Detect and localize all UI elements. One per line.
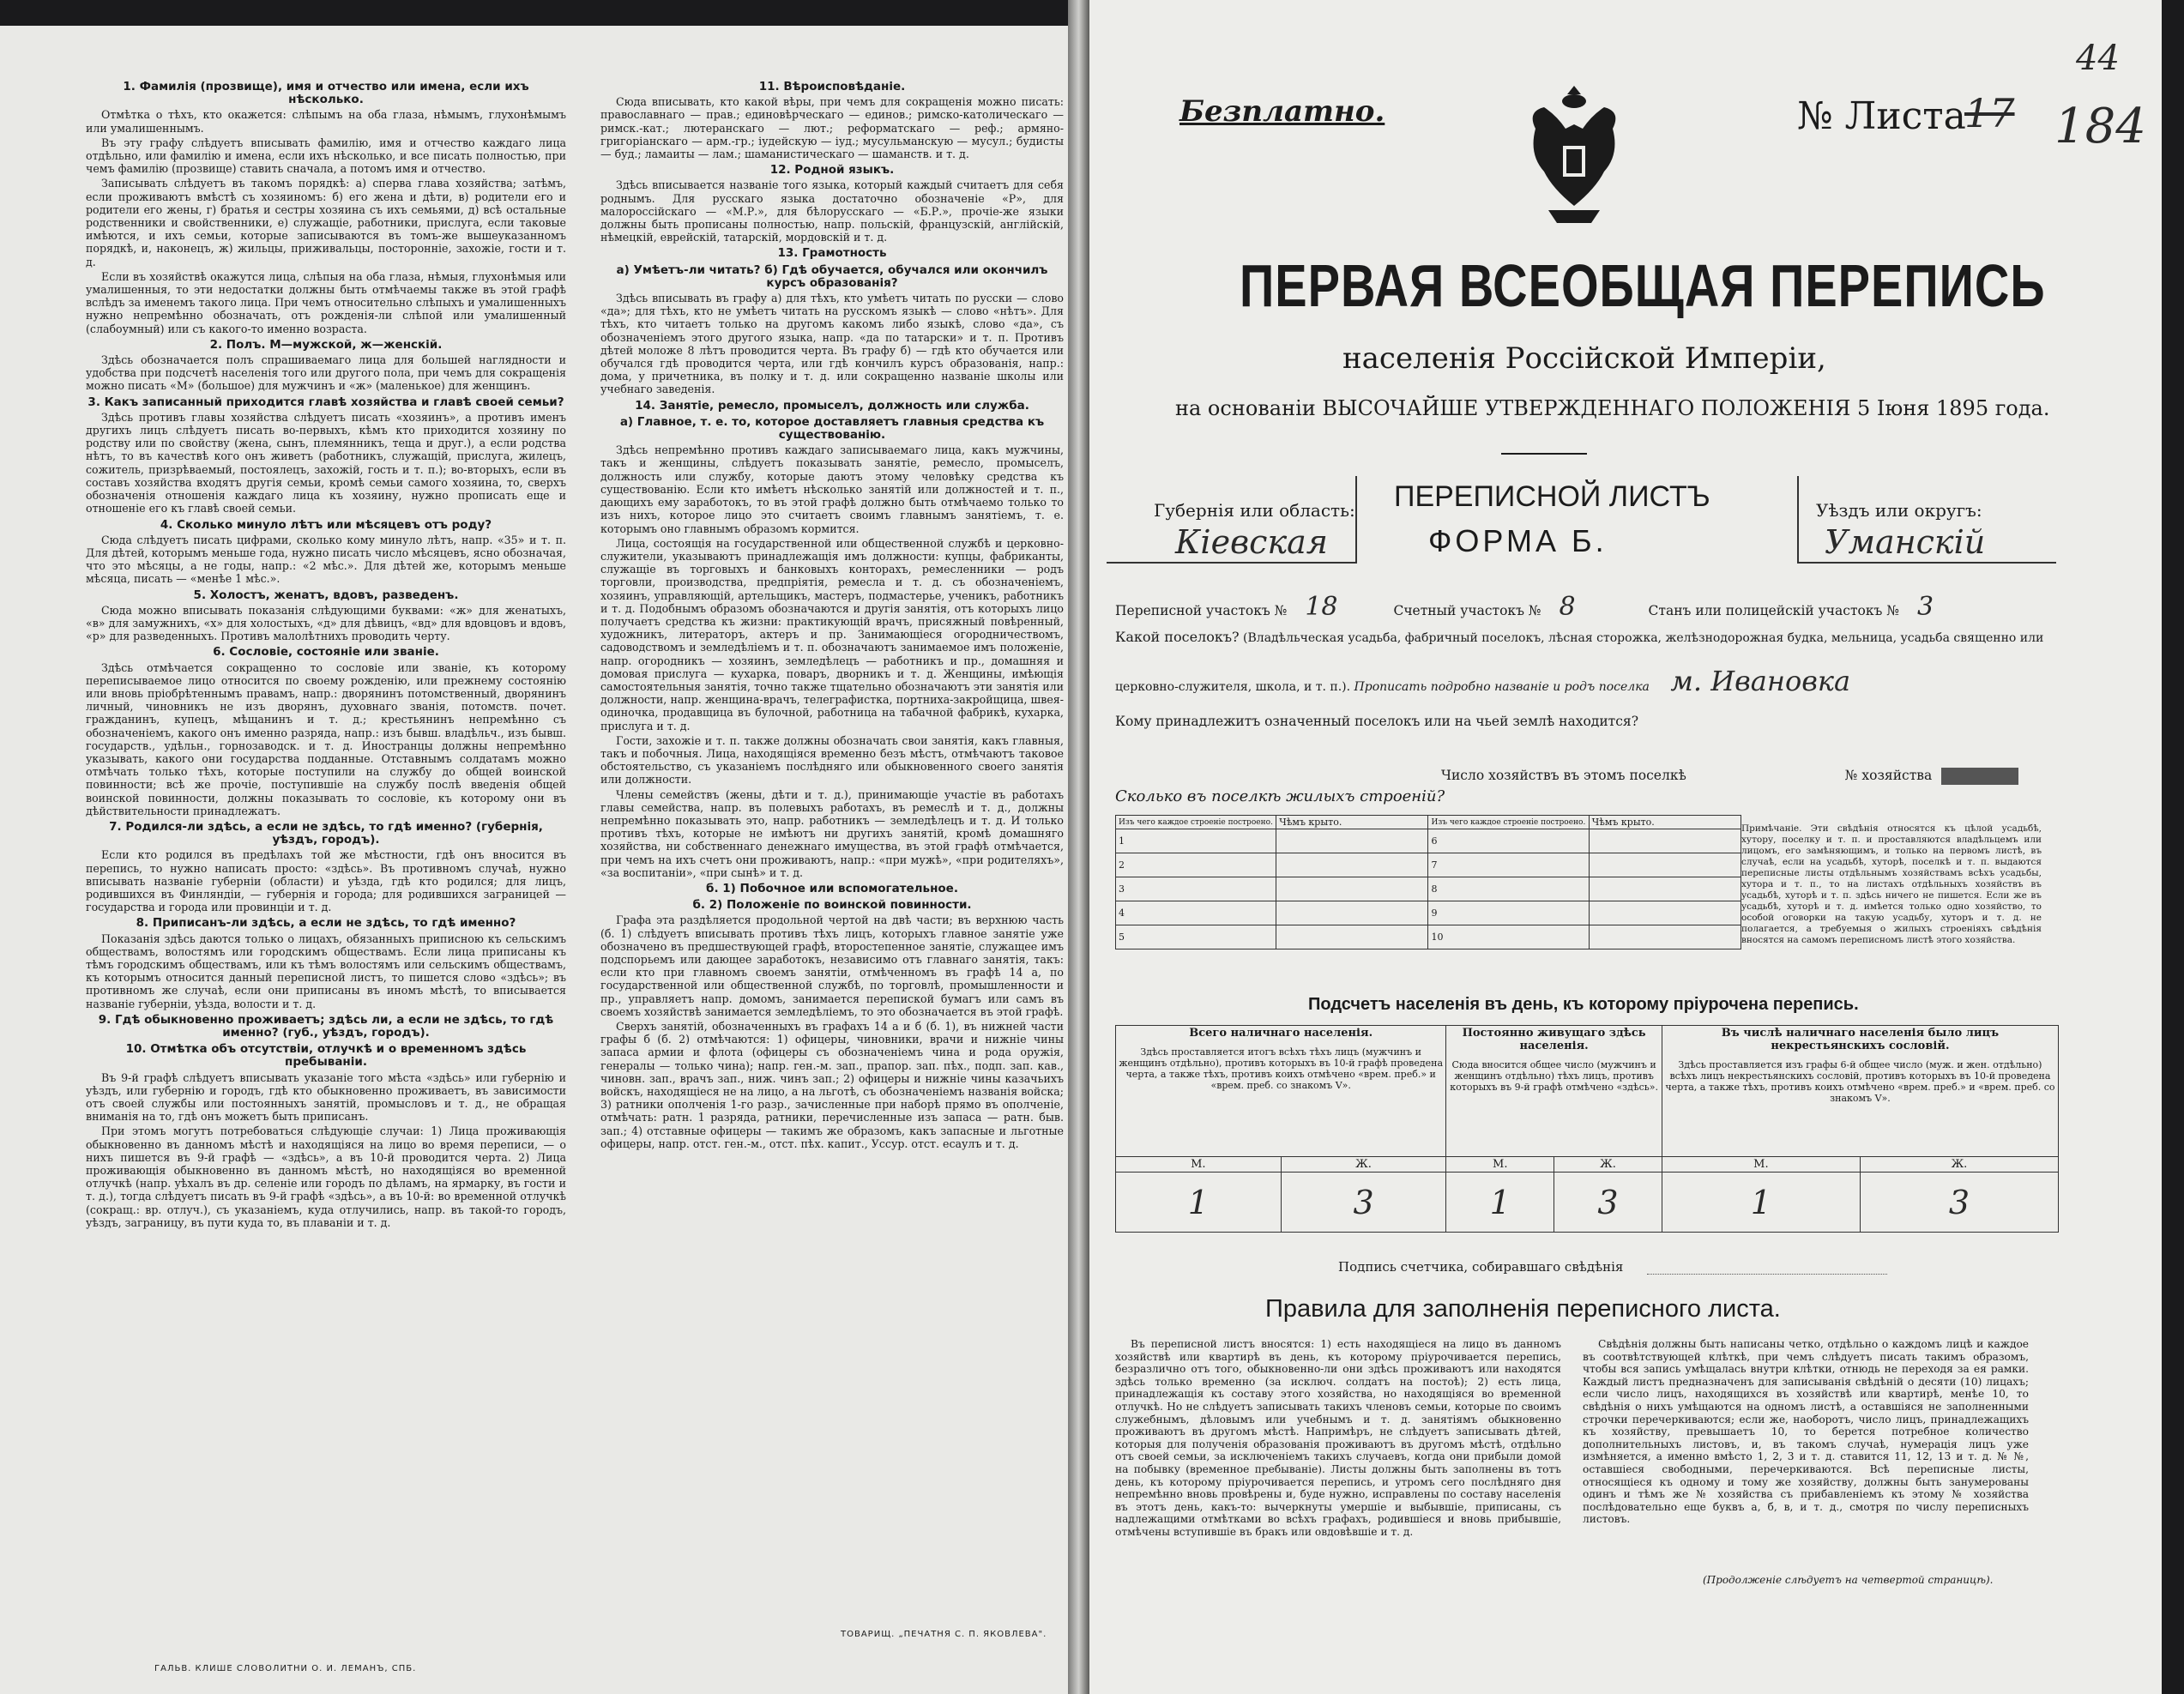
- paragraph: Сюда слѣдуетъ писать цифрами, сколько кому минуло лѣтъ, напр. «35» и т. п. Для дѣтей, которымъ меньше года, нужно писать число мѣсяцевъ, ясно обозначая, что это мѣсяцы, а не годы, напр.: «2 мѣс.». Для дѣтей же, которымъ меньше мѣсяца, писать — «менѣе 1 мѣс.».: [86, 533, 566, 586]
- structures-note: Примѣчаніе. Эти свѣдѣнія относятся къ цѣлой усадьбѣ, хутору, поселку и т. п. и проставляются владѣльцемъ или лицомъ, его замѣняющимъ, и только на первомъ листѣ, въ случаѣ, если на усадьбѣ, хуторѣ, поселкѣ и т. п. выдаются переписные листы отдѣльнымъ хозяйствамъ всѣхъ усадьбы, хутора и т. п., то на листахъ отдѣльныхъ хозяйствъ въ усадьбѣ, хуторѣ и т. п. здѣсь ничего не пишется. Если же въ усадьбѣ, хуторѣ и т. д. имѣется только одно хозяйство, то особой оговорки на такую усадьбу, хуторъ и т. д. не полагается, а требуемыя о жилыхъ строеніяхъ свѣдѣнія вносятся на самомъ переписномъ листѣ этого хозяйства.: [1741, 823, 2042, 945]
- count-value: 1: [1446, 1173, 1554, 1233]
- struct-row: 10: [1428, 925, 1589, 949]
- sheet-corner-number: 184: [2054, 99, 2146, 154]
- schetny-label: Счетный участокъ №: [1393, 603, 1541, 618]
- section-heading: а) Умѣетъ-ли читать? б) Гдѣ обучается, обучался или окончилъ курсъ образованія?: [616, 262, 1048, 290]
- count-col-1-head: Всего наличнаго населенія.: [1189, 1027, 1373, 1040]
- struct-row: 3: [1116, 877, 1276, 901]
- f-label: Ж.: [1281, 1157, 1446, 1173]
- count-value: 1: [1116, 1173, 1282, 1233]
- book-spine: [1068, 0, 1089, 1694]
- paragraph: Сюда можно вписывать показанія слѣдующими буквами: «ж» для женатыхъ, «в» для замужнихъ, «х» для холостыхъ, «д» для дѣвицъ, «вд» для вдовцовъ и вдовъ, «р» для разведенныхъ. Противъ малолѣтнихъ проводить черту.: [86, 603, 566, 643]
- struct-row: 6: [1428, 829, 1589, 853]
- stan-value: 3: [1916, 592, 1934, 622]
- line-structures: Сколько въ поселкѣ жилыхъ строеній?: [1115, 787, 1445, 805]
- gubernia-value: Кіевская: [1175, 523, 1328, 561]
- paragraph: Здѣсь обозначается полъ спрашиваемаго лица для большей наглядности и удобства при подсчетѣ населенія того или другого пола, при чемъ для сокращенія можно писать «М» (большое) для мужчинъ и «ж» (маленькое) для женщинъ.: [86, 353, 566, 393]
- struct-row: 9: [1428, 901, 1589, 925]
- poselok-hint-2: церковно-служителя, школа, и т. п.).: [1115, 680, 1351, 694]
- count-col-1-text: Здѣсь проставляется итогъ всѣхъ тѣхъ лицъ (мужчинъ и женщинъ отдѣльно), противъ которыхъ въ 10-й графѣ проведена черта, а также тѣхъ, противъ коихъ отмѣчено «врем. преб.» и «врем. преб. со знакомъ V».: [1119, 1046, 1444, 1091]
- struct-h2-right: Чѣмъ крыто.: [1589, 816, 1741, 829]
- imperial-eagle-emblem: [1518, 77, 1630, 232]
- struct-h1-left: Изъ чего каждое строеніе построено.: [1116, 816, 1276, 829]
- sheet-number-label: № Листа: [1797, 94, 1966, 138]
- imprint-left: ГАЛЬВ. КЛИШЕ СЛОВОЛИТНИ О. И. ЛЕМАНЪ, СПБ.: [154, 1664, 417, 1673]
- count-col-2-head: Постоянно живущаго здѣсь населенія.: [1462, 1027, 1646, 1052]
- struct-row: 5: [1116, 925, 1276, 949]
- imprint-right: ТОВАРИЩ. „ПЕЧАТНЯ С. П. ЯКОВЛЕВА".: [841, 1630, 1047, 1639]
- sheet-top-number: 44: [2076, 39, 2120, 78]
- signature-label: Подпись счетчика, собиравшаго свѣдѣнія: [1338, 1259, 1624, 1275]
- household-number-redacted: [1941, 768, 2018, 785]
- instructions-column-2: [600, 77, 1064, 1638]
- count-col-2: [1446, 1026, 1662, 1157]
- paragraph: Здѣсь непремѣнно противъ каждаго записываемаго лица, какъ мужчины, такъ и женщины, слѣдуетъ показывать занятіе, ремесло, промыселъ, должность или службу, которые даютъ этому человѣку средства къ существованію. Если кто имѣетъ нѣсколько занятій или должностей и т. п., дающихъ ему заработокъ, то въ этой графѣ должно быть отмѣчаемо только то изъ нихъ, которое лицо это считаетъ своимъ главнымъ занятіемъ, т. е. которымъ оно главнымъ образомъ кормится.: [600, 443, 1064, 535]
- paragraph: Сюда вписывать, кто какой вѣры, при чемъ для сокращенія можно писать: православнаго — прав.; единовѣрческаго — единов.; римско-католическаго — римск.-кат.; лютеранскаго — лют.; реформатскаго — реф.; армяно-григоріанскаго — арм.-гр.; іудейскую — іуд.; мусульманскую — мусул.; будисты — буд.; ламаиты — лам.; шаманистическаго — шаманств. и т. д.: [600, 95, 1064, 161]
- gubernia-label: Губернія или область:: [1154, 500, 1355, 521]
- count-col-2-text: Сюда вносится общее число (мужчинъ и женщинъ отдѣльно) тѣхъ лицъ, противъ которыхъ въ 9-й графѣ отмѣчено «здѣсь».: [1450, 1059, 1658, 1093]
- section-heading: 6. Сословіе, состояніе или званіе.: [213, 645, 439, 660]
- paragraph: Записывать слѣдуетъ въ такомъ порядкѣ: а) сперва глава хозяйства; затѣмъ, если проживаютъ вмѣстѣ съ хозяиномъ: б) его жена и дѣти, в) родители его и родители его жены, г) братья и сестры хозяина съ ихъ семьями, д) всѣ остальные родственники и свойственники, е) служащіе, работники, прислуга, если таковые имѣются, и ихъ семьи, которые записываются въ томъ-же вышеуказанномъ порядкѣ, и, наконецъ, ж) жильцы, приживальцы, посторонніе, захожіе, гости и т. д.: [86, 177, 566, 268]
- form-sub: ФОРМА Б.: [1428, 523, 1608, 558]
- uchastok-value: 18: [1305, 592, 1338, 622]
- paragraph: Показанія здѣсь даются только о лицахъ, обязанныхъ приписною къ сельскимъ обществамъ, волостямъ или городскимъ обществамъ. Если лица приписаны къ тѣмъ городскимъ обществамъ, или къ тѣмъ волостямъ или сельскимъ обществамъ, къ которымъ относится данный переписной листъ, то пишется слово «здѣсь»; въ противномъ же случаѣ, если они приписаны въ иномъ мѣстѣ, то вписывается названіе губерніи, уѣзда, волости и т. д.: [86, 931, 566, 1010]
- count-value: 3: [1554, 1173, 1662, 1233]
- struct-row: 2: [1116, 853, 1276, 877]
- f-label: Ж.: [1860, 1157, 2058, 1173]
- count-title: Подсчетъ населенія въ день, къ которому пріурочена перепись.: [1308, 995, 1859, 1014]
- count-value: 3: [1281, 1173, 1446, 1233]
- uezd-label: Уѣздъ или округъ:: [1816, 500, 1982, 521]
- paragraph: Члены семействъ (жены, дѣти и т. д.), принимающіе участіе въ работахъ главы семейства, напр. въ полевыхъ работахъ, въ ремеслѣ и т. д., должны непремѣнно показывать это, напр. работникъ — земледѣлецъ и т. д. И только противъ тѣхъ, которые не имѣютъ ни другихъ занятій, кромѣ домашняго хозяйства, ни собственнаго денежнаго имущества, въ этой графѣ отмѣчается, при чемъ на ихъ счетъ они проживаютъ, напр.: «при мужѣ», «при родителяхъ», «за воспитаніи», «при сынѣ» и т. д.: [600, 787, 1064, 879]
- paragraph: Если въ хозяйствѣ окажутся лица, слѣпыя на оба глаза, нѣмыя, глухонѣмыя или умалишенныя, то эти недостатки должны быть отмѣчаемы также въ этой графѣ вслѣдъ за именемъ такого лица. При чемъ относительно слѣпыхъ и умалишенныхъ нужно непремѣнно обозначать, отъ рожденія-ли слѣпой или умалишенный (слабоумный) или съ какого-то именно возраста.: [86, 269, 566, 335]
- line-uchastok: [1115, 592, 1934, 622]
- divider-line: [1501, 453, 1587, 455]
- paragraph: Отмѣтка о тѣхъ, кто окажется: слѣпымъ на оба глаза, нѣмымъ, глухонѣмымъ или умалишеннымъ.: [86, 108, 566, 135]
- paragraph: Здѣсь вписывается названіе того языка, который каждый считаетъ для себя роднымъ. Для русскаго языка достаточно обозначеніе «Р», для малороссійскаго — «М.Р.», для бѣлорусскаго — «Б.Р.», прочіе-же языки должны быть прописаны полностью, напр. польскій, французскій, англійскій, нѣмецкій, еврейскій, татарскій, мордовскій и т. д.: [600, 178, 1064, 244]
- section-heading: 11. Вѣроисповѣданіе.: [758, 80, 906, 93]
- count-col-3-text: Здѣсь проставляется изъ графы 6-й общее число (муж. и жен. отдѣльно) всѣхъ лицъ некрестьянскихъ сословій, противъ которыхъ въ 10-й проведена черта, а также тѣхъ, противъ коихъ отмѣчено «врем. преб.» и «врем. преб. со знакомъ V».: [1665, 1059, 2055, 1104]
- census-basis: на основаніи ВЫСОЧАЙШЕ УТВЕРЖДЕННАГО ПОЛОЖЕНІЯ 5 Іюня 1895 года.: [1175, 396, 2050, 420]
- free-label: Безплатно.: [1179, 94, 1385, 129]
- rules-right: Свѣдѣнія должны быть написаны четко, отдѣльно о каждомъ лицѣ и каждое въ соотвѣтствующей клѣткѣ, при чемъ слѣдуетъ писать такимъ образомъ, чтобы вся запись умѣщалась внутри клѣтки, отнюдь не переходя за ея рамки. Каждый листъ предназначенъ для записыванія свѣдѣній о десяти (10) лицахъ; если число лицъ, находящихся въ хозяйствѣ или квартирѣ, менѣе 10, то свѣдѣнія о нихъ умѣщаются на одномъ листѣ, а оставшіяся не заполненными строчки перечеркиваются; если же, наоборотъ, число лицъ, принадлежащихъ къ хозяйству, превышаетъ 10, то берется потребное количество дополнительныхъ листовъ, и, въ такомъ случаѣ, нумерація лицъ уже измѣняется, а именно вмѣсто 1, 2, 3 и т. д. ставится 11, 12, 13 и т. д. № №, оставшіеся свободными, перечеркиваются. Всѣ переписные листы, относящіеся къ одному и тому же хозяйству, должны быть занумерованы одинъ и тѣмъ же № хозяйства съ прибавленіемъ къ этому № хозяйства послѣдовательно еще буквъ а, б, в, и т. д., смотря по числу переписныхъ листовъ.: [1583, 1338, 2029, 1526]
- section-heading: 2. Полъ. М—мужской, ж—женскій.: [209, 337, 443, 352]
- instructions-column-1: [86, 77, 566, 1638]
- section-heading: б. 2) Положеніе по воинской повинности.: [692, 898, 972, 913]
- line-owner: Кому принадлежитъ означенный поселокъ или на чьей землѣ находится?: [1115, 714, 1639, 729]
- section-heading: б. 1) Побочное или вспомогательное.: [706, 881, 958, 895]
- section-heading: а) Главное, т. е. то, которое доставляетъ главныя средства къ существованію.: [619, 414, 1045, 443]
- paragraph: Въ эту графу слѣдуетъ вписывать фамилію, имя и отчество каждаго лица отдѣльно, или фамилію и имена, если ихъ нѣсколько, и все писать полностью, при чемъ фамилію (прозвище) ставить сначала, а потомъ имя и отчество.: [86, 136, 566, 176]
- section-heading: 13. Грамотность: [777, 246, 887, 261]
- struct-h1-right: Изъ чего каждое строеніе построено.: [1428, 816, 1589, 829]
- households-label: Число хозяйствъ въ этомъ поселкѣ: [1441, 768, 1686, 783]
- stan-label: Станъ или полицейскій участокъ №: [1648, 603, 1900, 618]
- paragraph: Здѣсь противъ главы хозяйства слѣдуетъ писать «хозяинъ», а противъ именъ другихъ лицъ слѣдуетъ писать во-первыхъ, кѣмъ кто приходится хозяину по родству или по свойству (жена, сынъ, племянникъ, теща и друг.), а если родства нѣтъ, то въ качествѣ кого онъ живетъ (работникъ, служащій, прислуга, жилецъ, сожитель, призрѣваемый, постоялецъ, захожій, гость и т. п.); во-вторыхъ, если въ составъ хозяйства входятъ другія семьи, кромѣ семьи самого хозяина, то, сверхъ обозначенія отношенія каждаго лица къ хозяину, нужно прописать еще и отношеніе его къ главѣ своей семьи.: [86, 410, 566, 515]
- poselok-value: м. Ивановка: [1670, 665, 1851, 697]
- signature-line: [1647, 1274, 1887, 1275]
- section-heading: 7. Родился-ли здѣсь, а если не здѣсь, то гдѣ именно? (губернія, уѣздъ, городъ).: [109, 819, 543, 847]
- paragraph: Сверхъ занятій, обозначенныхъ въ графахъ 14 а и б (б. 1), въ нижней части графы б (б. 2) отмѣчаются: 1) офицеры, чиновники, врачи и нижніе чины запаса армии и флота (офицеры съ обозначеніемъ чина и рода оружія, генералы — только чина); напр. ген.-м. зап., прапор. зап. пѣх., подп. зап. кав., чиновн. зап., врачъ зап., ниж. чинъ зап.; 2) офицеры и нижніе чины казачьихъ войскъ, находящіеся не на лицо, а на льготѣ, съ обозначеніемъ названія войска; 3) ратники ополченія 1-го разр., зачисленные при наборѣ прямо въ ополченіе, отмѣчать: ратн. 1 разряда, ратники, перечисленные изъ запаса — ратн. быв. зап.; 4) отставные офицеры — такимъ же образомъ, какъ запасные и льготные офицеры, напр. отст. ген.-м., отст. пѣх. капит., Уссур. отст. есаулъ и т. д.: [600, 1020, 1064, 1150]
- poselok-label: Какой поселокъ?: [1115, 629, 1240, 645]
- section-heading: 4. Сколько минуло лѣтъ или мѣсяцевъ отъ роду?: [160, 517, 492, 532]
- section-heading: 9. Гдѣ обыкновенно проживаетъ; здѣсь ли, а если не здѣсь, то гдѣ именно? (губ., уѣздъ, городъ).: [98, 1012, 554, 1040]
- section-heading: 8. Приписанъ-ли здѣсь, а если не здѣсь, то гдѣ именно?: [136, 916, 516, 931]
- paragraph: При этомъ могутъ потребоваться слѣдующіе случаи: 1) Лица проживающія обыкновенно въ данномъ мѣстѣ и находящіяся на лицо во время переписи, — о нихъ пишется въ 9-й графѣ — «здѣсь», а въ 10-й проводится черта. 2) Лица проживающія обыкновенно въ данномъ мѣстѣ, но находящіяся во временной отлучкѣ (напр. уѣхалъ въ др. селеніе или городъ по дѣламъ, на ярмарку, въ гости и т. д.), тогда слѣдуетъ писать въ 9-й графѣ «здѣсь», а въ 10-й: во временной отлучкѣ (сокращ.: вр. отлуч.), съ указаніемъ, куда отлучились, напр. въ такой-то городъ, уѣздъ, заграницу, въ пути куда то, въ плаваніи и т. д.: [86, 1124, 566, 1229]
- section-heading: 3. Какъ записанный приходится главѣ хозяйства и главѣ своей семьи?: [87, 395, 564, 409]
- m-label: М.: [1116, 1157, 1282, 1173]
- paragraph: Графа эта раздѣляется продольной чертой на двѣ части; въ верхнюю часть (б. 1) слѣдуетъ вписывать противъ тѣхъ лицъ, которыхъ главное занятіе уже обозначено въ предшествующей графѣ, второстепенное занятіе, служащее имъ подспорьемъ или дающее заработокъ, независимо отъ главнаго занятія, такъ: если кто при главномъ своемъ занятіи, отмѣченномъ въ графѣ 14 а, по государственной или общественной службѣ, по торговлѣ, промышленности и пр., управляетъ напр. домомъ, занимается перепиской бумагъ или самъ въ своемъ хозяйствѣ занимается земледѣліемъ, то это обозначается въ этой графѣ.: [600, 913, 1064, 1018]
- struct-row: 4: [1116, 901, 1276, 925]
- struct-row: 8: [1428, 877, 1589, 901]
- continued-note: (Продолженіе слѣдуетъ на четвертой страницѣ).: [1703, 1574, 1994, 1586]
- paragraph: Если кто родился въ предѣлахъ той же мѣстности, гдѣ онъ вносится въ перепись, то нужно написать просто: «здѣсь». Въ противномъ случаѣ, нужно вписывать названіе губерніи (области) и уѣзда, гдѣ кто родился; для лицъ, родившихся въ Финляндіи, — губернія и города; для родившихся заграницей — государства и города или провинціи и т. д.: [86, 848, 566, 914]
- f-label: Ж.: [1554, 1157, 1662, 1173]
- household-number-label: № хозяйства: [1844, 768, 1933, 783]
- count-col-1: [1116, 1026, 1446, 1157]
- population-count-table: [1115, 1025, 2059, 1233]
- struct-row: 7: [1428, 853, 1589, 877]
- census-title: ПЕРВАЯ ВСЕОБЩАЯ ПЕРЕПИСЬ: [1240, 251, 2046, 319]
- paragraph: Въ 9-й графѣ слѣдуетъ вписывать указаніе того мѣста «здѣсь» или губернію и уѣздъ, или губернію и городъ, гдѣ кто обыкновенно проживаетъ, въ зависимости отъ своей службы или постоянныхъ занятій, промысловъ и т. д., не обращая вниманія на то, гдѣ онъ можетъ быть приписанъ.: [86, 1070, 566, 1124]
- section-heading: 1. Фамилія (прозвище), имя и отчество или имена, если ихъ нѣсколько.: [123, 80, 529, 107]
- schetny-value: 8: [1559, 592, 1576, 622]
- structures-table: [1115, 815, 1741, 949]
- count-col-3-head: Въ числѣ наличнаго населенія было лицъ некрестьянскихъ сословій.: [1721, 1027, 2000, 1052]
- paragraph: Здѣсь отмѣчается сокращенно то сословіе или званіе, къ которому переписываемое лицо относится по своему рожденію, или прежнему состоянію или вновь пріобрѣтеннымъ правамъ, напр.: дворянинъ потомственный, дворянинъ личный, чиновникъ не изъ дворянъ, духовнаго званія, потомств. почет. гражданинъ, купецъ, мѣщанинъ и т. д.; крестьянинъ непремѣнно съ обозначеніемъ, какого онъ именно разряда, напр.: изъ бывш. владѣльч., изъ бывш. государств., удѣльн., горнозаводск. и т. д. Иностранцы должны непремѣнно указывать, какого они государства подданные. Отставнымъ солдатамъ можно отмѣчать только тѣхъ, которые поступили на службу до общей воинской повинности; всѣ же прочіе, поступившіе на службу послѣ введенія общей воинской повинности, должны показывать то сословіе, къ которому они въ дѣйствительности принадлежатъ.: [86, 660, 566, 817]
- sheet-number-value: 17: [1964, 90, 2015, 136]
- uezd-value: Уманскій: [1825, 523, 1986, 561]
- section-heading: 12. Родной языкъ.: [769, 163, 895, 178]
- line-households: [1441, 768, 2018, 785]
- gubernia-box: [1107, 476, 1357, 564]
- struct-row: 1: [1116, 829, 1276, 853]
- poselok-hint-3: Прописать подробно названіе и родъ поселка: [1354, 680, 1650, 694]
- struct-h2-left: Чѣмъ крыто.: [1276, 816, 1428, 829]
- line-poselok-2: [1115, 665, 1850, 697]
- rules-title: Правила для заполненія переписного листа.: [1265, 1295, 1781, 1323]
- rules-left: Въ переписной листъ вносятся: 1) есть находящіеся на лицо въ данномъ хозяйствѣ или квартирѣ въ день, къ которому пріурочивается перепись, безразлично отъ того, обыкновенно-ли они здѣсь проживаютъ или находятся здѣсь только временно (за исключ. солдатъ на постоѣ); 2) есть лица, принадлежащія къ составу этого хозяйства, но находящіяся во временной отлучкѣ. Но не слѣдуетъ записывать такихъ членовъ семьи, которые по своимъ служебнымъ, дѣловымъ или учебнымъ и т. д. занятіямъ обыкновенно проживаютъ въ другомъ мѣстѣ. Напримѣръ, не слѣдуетъ записывать дѣтей, которыя для полученія образованія проживаютъ въ другомъ мѣстѣ, отдѣльно отъ своей семьи, за исключеніемъ такихъ случаевъ, когда они прибыли домой на побывку (временное пребываніе). Листы должны быть заполнены въ тотъ день, къ которому пріурочивается перепись, и утромъ сего послѣдняго дня непремѣнно вновь провѣрены и, буде нужно, исправлены по составу населенія въ этотъ день, какъ-то: вычеркнуты умершіе и выбывшіе, приписаны, съ надлежащими отмѣтками во всѣхъ графахъ, родившіеся и вновь прибывшіе, отмѣчены вступившіе въ бракъ или овдовѣвшіе и т. д.: [1115, 1338, 1561, 1538]
- poselok-hint: (Владѣльческая усадьба, фабричный поселокъ, лѣсная сторожка, желѣзнодорожная будка, мельница, усадьба священно или: [1243, 631, 2044, 645]
- paragraph: Гости, захожіе и т. п. также должны обозначать свои занятія, какъ главныя, такъ и побочныя. Лица, находящіяся временно безъ мѣстъ, отмѣчаютъ таковое обстоятельство, съ указаніемъ послѣдняго или обыкновенного своего занятія или должности.: [600, 733, 1064, 787]
- section-heading: 5. Холостъ, женатъ, вдовъ, разведенъ.: [193, 588, 459, 602]
- count-value: 1: [1662, 1173, 1860, 1233]
- line-poselok: [1115, 629, 2043, 645]
- count-value: 3: [1860, 1173, 2058, 1233]
- section-heading: 14. Занятіе, ремесло, промыселъ, должность или служба.: [635, 398, 1029, 413]
- count-col-3: [1662, 1026, 2058, 1157]
- census-subtitle: населенія Россійской Имперіи,: [1342, 341, 1826, 376]
- m-label: М.: [1446, 1157, 1554, 1173]
- uchastok-label: Переписной участокъ №: [1115, 603, 1288, 618]
- paragraph: Лица, состоящія на государственной или общественной службѣ и церковно-служители, указываютъ принадлежащія имъ должности: купцы, фабриканты, служащіе въ торговыхъ и банковыхъ конторахъ, ремесленники — родъ торговли, производства, предпріятія, ремесла и т. д. съ обозначеніемъ, хозяинъ, управляющій, артельщикъ, мастеръ, подмастерье, ученикъ, работникъ и т. д. Подобнымъ образомъ обозначаются и другія занятія, отъ которыхъ лицо получаетъ средства къ жизни: практикующій врачъ, присяжный повѣренный, художникъ, литераторъ, актеръ и пр. Занимающіеся огородничествомъ, садоводствомъ и земледѣліемъ и т. п. обозначаютъ занимаемое имъ положеніе, напр. огородникъ — хозяинъ, земледѣлецъ — работникъ и пр., домашняя и домовая прислуга — кухарка, поваръ, дворникъ и т. д. Женщины, имѣющія самостоятельныя занятія, точно также тщательно обозначаютъ эти занятія или должности, напр. женщина-врачъ, телеграфистка, портниха-закройщица, швея-одиночка, продавщица въ булочной, работница на табачной фабрикѣ, кухарка, прислуга и т. д.: [600, 536, 1064, 732]
- paragraph: Здѣсь вписывать въ графу а) для тѣхъ, кто умѣетъ читать по русски — слово «да»; для тѣхъ, кто не умѣетъ читать на русскомъ языкѣ — слово «нѣтъ». Для тѣхъ, кто читаетъ только на другомъ какомъ либо языкѣ, слово «да», съ обозначеніемъ этого другого языка, напр. «да по татарски» и т. п. Противъ дѣтей моложе 8 лѣтъ проводится черта. Въ графу б) — гдѣ кто обучается или обучался гдѣ проводится черта, или гдѣ кончилъ курсъ образованія, напр.: дома, у причетника, въ полку и т. д. или сокращенно названіе школы или учебнаго заведенія.: [600, 292, 1064, 396]
- section-heading: 10. Отмѣтка объ отсутствіи, отлучкѣ и о временномъ здѣсь пребываніи.: [125, 1042, 527, 1070]
- form-title: ПЕРЕПИСНОЙ ЛИСТЪ: [1394, 480, 1710, 513]
- uezd-box: [1797, 476, 2056, 564]
- m-label: М.: [1662, 1157, 1860, 1173]
